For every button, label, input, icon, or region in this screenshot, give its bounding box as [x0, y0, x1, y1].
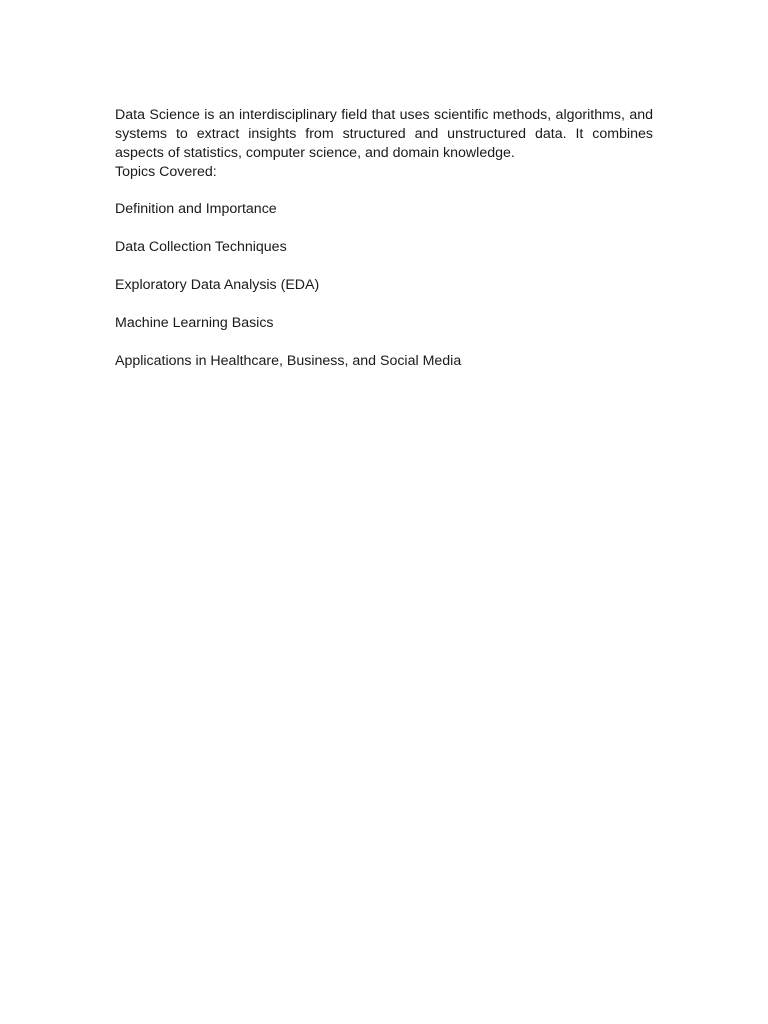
- topic-item: Exploratory Data Analysis (EDA): [115, 277, 320, 293]
- topic-item: Machine Learning Basics: [115, 315, 274, 331]
- intro-paragraph: Data Science is an interdisciplinary field that uses scientific methods, algorithms, and systems to extract insights from structured and unstructured data. It combines aspects of statistics, computer science, and domain knowledge.: [115, 107, 653, 161]
- topic-item: Definition and Importance: [115, 201, 277, 217]
- topics-heading: Topics Covered:: [115, 164, 217, 180]
- topic-item: Data Collection Techniques: [115, 239, 287, 255]
- document-body: [115, 106, 653, 390]
- topics-list: [115, 200, 653, 371]
- topic-item: Applications in Healthcare, Business, and Social Media: [115, 353, 462, 369]
